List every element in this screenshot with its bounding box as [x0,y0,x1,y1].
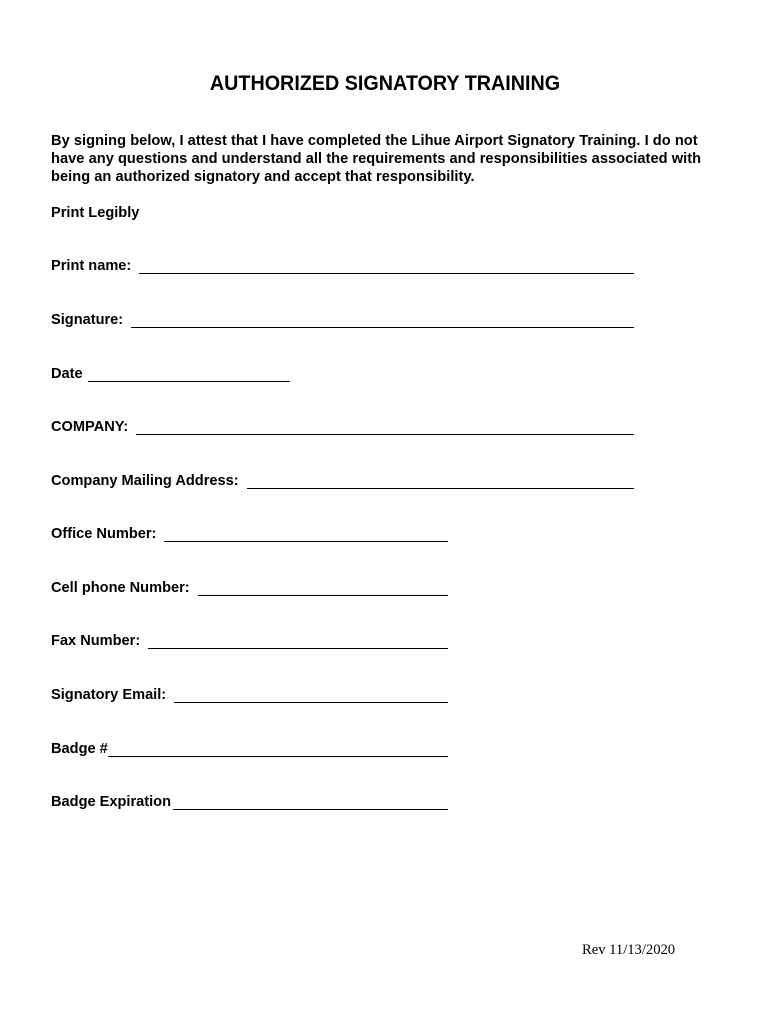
cell-number-field[interactable] [198,579,448,596]
mailing-address-label: Company Mailing Address: [51,473,239,489]
office-number-field[interactable] [164,525,448,542]
cell-number-row [51,576,448,598]
company-row [51,415,634,437]
print-legibly-instruction: Print Legibly [51,205,140,221]
office-number-row [51,522,448,544]
fax-number-field[interactable] [148,632,448,649]
mailing-address-row [51,469,634,491]
badge-number-row [51,737,448,759]
company-field[interactable] [136,418,634,435]
page-title: AUTHORIZED SIGNATORY TRAINING [209,72,561,95]
print-name-row [51,254,634,276]
email-field[interactable] [174,686,448,703]
badge-expiration-label: Badge Expiration [51,794,172,810]
badge-number-label: Badge # [51,741,108,757]
fax-number-row [51,629,448,651]
signature-field[interactable] [131,311,634,328]
signature-row [51,308,634,330]
print-name-field[interactable] [139,257,634,274]
date-row [51,362,290,384]
date-field[interactable] [88,365,290,382]
signature-label: Signature: [51,312,124,328]
fax-number-label: Fax Number: [51,633,141,649]
attestation-paragraph: By signing below, I attest that I have completed the Lihue Airport Signatory Training. I do not have any questions and understand all the requirements and responsibilities associated with being an authorized signatory and accept that responsibility. [51,133,702,185]
email-row [51,683,448,705]
print-name-label: Print name: [51,258,132,274]
revision-date: Rev 11/13/2020 [582,942,676,958]
mailing-address-field[interactable] [247,472,634,489]
cell-number-label: Cell phone Number: [51,580,190,596]
badge-number-field[interactable] [108,740,448,757]
office-number-label: Office Number: [51,526,157,542]
company-label: COMPANY: [51,419,129,435]
email-label: Signatory Email: [51,687,167,703]
date-label: Date [51,366,83,382]
badge-expiration-row [51,790,448,812]
badge-expiration-field[interactable] [173,793,448,810]
